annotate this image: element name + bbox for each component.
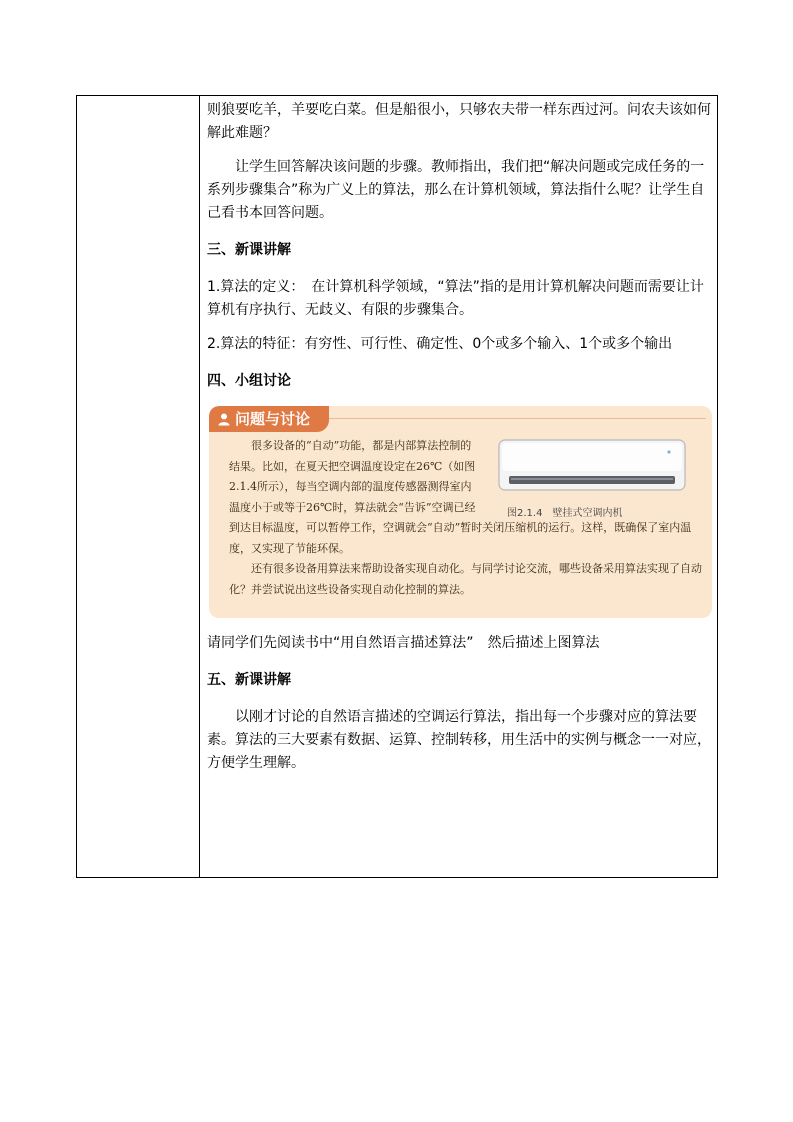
paragraph-read-instruction: 请同学们先阅读书中“用自然语言描述算法” 然后描述上图算法 xyxy=(207,635,600,651)
discussion-box xyxy=(209,406,712,618)
heading-group-discussion: 四、小组讨论 xyxy=(207,373,291,389)
heading-new-lesson-3: 三、新课讲解 xyxy=(207,242,291,258)
lesson-table xyxy=(76,95,718,878)
discussion-text-2: 到达目标温度，可以暂停工作，空调就会“自动”暂时关闭压缩机的运行。这样，既确保了室内温度，又实现了节能环保。 xyxy=(229,521,692,555)
paragraph-algorithm-features: 2.算法的特征：有穷性、可行性、确定性、0个或多个输入、1个或多个输出 xyxy=(207,336,673,352)
discussion-box-tab xyxy=(209,406,329,432)
column-divider xyxy=(199,96,200,877)
person-icon xyxy=(217,412,231,426)
discussion-text-3: 还有很多设备用算法来帮助设备实现自动化。与同学讨论交流，哪些设备采用算法实现了自动化？并尝试说出这些设备实现自动化控制的算法。 xyxy=(229,562,702,596)
paragraph-algorithm-elements: 以刚才讨论的自然语言描述的空调运行算法，指出每一个步骤对应的算法要素。算法的三大要素有数据、运算、控制转移，用生活中的实例与概念一一对应，方便学生理解。 xyxy=(207,709,711,771)
figure-caption: 图2.1.4 壁挂式空调内机 xyxy=(507,508,623,519)
discussion-text-1: 很多设备的“自动”功能，都是内部算法控制的结果。比如，在夏天把空调温度设定在26℃（如图2.1.4所示），每当空调内部的温度传感器测得室内温度小于或等于26℃时，算法就会“告诉”空调已经 xyxy=(229,439,476,514)
paragraph-problem-end: 则狼要吃羊，羊要吃白菜。但是船很小，只够农夫带一样东西过河。问农夫该如何解此难题？ xyxy=(207,102,711,141)
content-cell xyxy=(207,99,715,775)
paragraph-algorithm-definition: 1.算法的定义： 在计算机科学领域，“算法”指的是用计算机解决问题而需要让计算机有序执行、无歧义、有限的步骤集合。 xyxy=(207,279,704,318)
box-title-rule xyxy=(329,418,706,419)
discussion-box-title: 问题与讨论 xyxy=(235,410,311,428)
heading-new-lesson-5: 五、新课讲解 xyxy=(207,672,291,688)
discussion-text xyxy=(229,436,707,600)
paragraph-teacher-explains: 让学生回答解决该问题的步骤。教师指出，我们把“解决问题或完成任务的一系列步骤集合”称为广义上的算法，那么在计算机领域，算法指什么呢？让学生自己看书本回答问题。 xyxy=(207,159,705,221)
